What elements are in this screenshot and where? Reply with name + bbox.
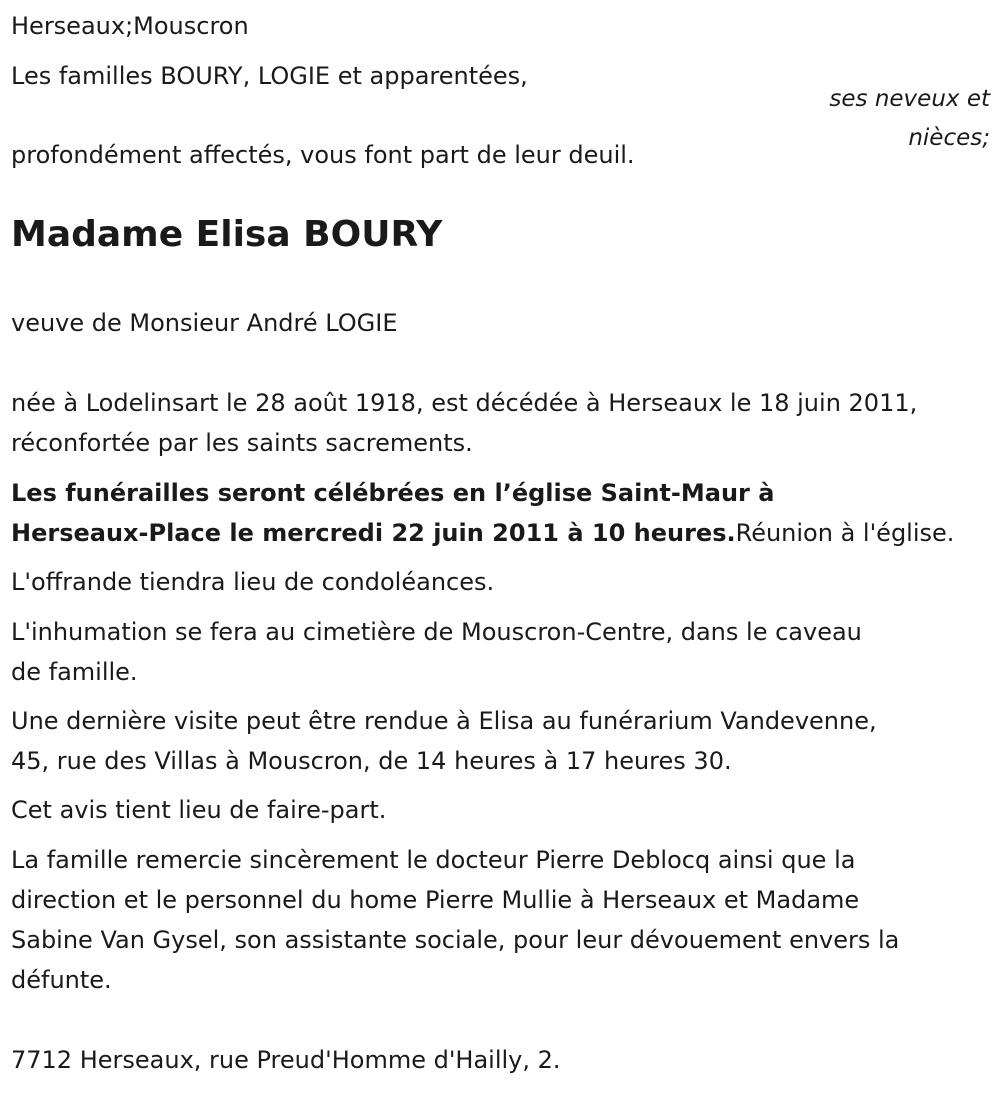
thanks-paragraph — [11, 840, 996, 1000]
funeral-bold-line-2: Herseaux-Place le mercredi 22 juin 2011 à 10 heures. — [11, 519, 736, 547]
thanks-line-2: direction et le personnel du home Pierre Mullie à Herseaux et Madame — [11, 886, 860, 914]
thanks-line-3: Sabine Van Gysel, son assistante sociale, pour leur dévouement envers la — [11, 926, 900, 954]
notice-line: Cet avis tient lieu de faire-part. — [11, 796, 387, 824]
visit-line-2: 45, rue des Villas à Mouscron, de 14 heures à 17 heures 30. — [11, 747, 732, 775]
families-line: Les familles BOURY, LOGIE et apparentées, — [11, 62, 528, 90]
funeral-bold-line-1: Les funérailles seront célébrées en l’église Saint-Maur à — [11, 479, 775, 507]
deceased-name: Madame Elisa BOURY — [11, 214, 443, 255]
funeral-meeting: Réunion à l'église. — [735, 519, 955, 547]
offering-line: L'offrande tiendra lieu de condoléances. — [11, 568, 495, 596]
funeral-paragraph — [11, 473, 996, 553]
birth-death-line-2: réconfortée par les saints sacrements. — [11, 429, 473, 457]
burial-line-2: de famille. — [11, 658, 138, 686]
affected-line: profondément affectés, vous font part de leur deuil. — [11, 141, 635, 169]
visit-line-1: Une dernière visite peut être rendue à Elisa au funérarium Vandevenne, — [11, 707, 877, 735]
burial-paragraph — [11, 612, 996, 692]
birth-death-line-1: née à Lodelinsart le 28 août 1918, est décédée à Herseaux le 18 juin 2011, — [11, 389, 918, 417]
thanks-line-1: La famille remercie sincèrement le docteur Pierre Deblocq ainsi que la — [11, 846, 856, 874]
burial-line-1: L'inhumation se fera au cimetière de Mouscron-Centre, dans le caveau — [11, 618, 862, 646]
visit-paragraph — [11, 701, 996, 781]
widow-of-line: veuve de Monsieur André LOGIE — [11, 309, 398, 337]
side-note: ses neveux et nièces; — [829, 86, 990, 151]
thanks-line-4: défunte. — [11, 966, 112, 994]
location-line: Herseaux;Mouscron — [11, 12, 249, 40]
address-line: 7712 Herseaux, rue Preud'Homme d'Hailly, 2. — [11, 1046, 561, 1074]
funeral-line-2 — [11, 513, 996, 553]
birth-death-paragraph — [11, 383, 996, 463]
